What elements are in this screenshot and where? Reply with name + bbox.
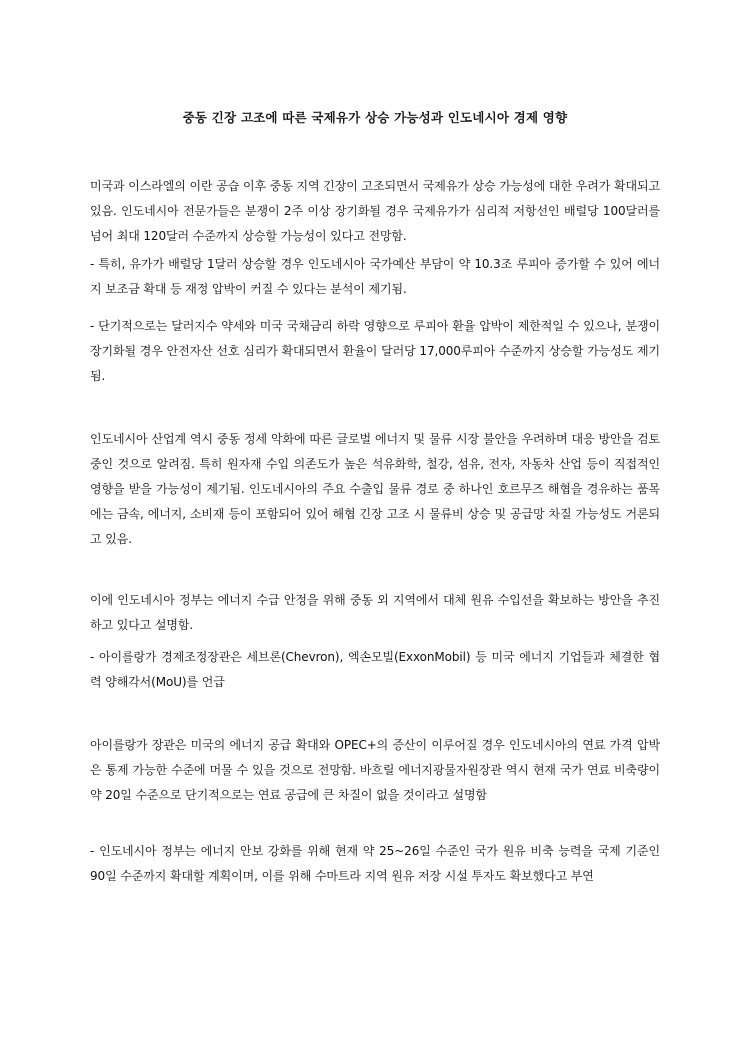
paragraph-mou-mention: - 아이를랑가 경제조정장관은 세브론(Chevron), 엑손모빌(ExxonMobil) 등 미국 에너지 기업들과 체결한 협력 양해각서(MoU)를 언급 [90,650,660,689]
paragraph-industry-concerns: 인도네시아 산업계 역시 중동 정세 악화에 따른 글로벌 에너지 및 물류 시장 불안을 우려하며 대응 방안을 검토 중인 것으로 알려짐. 특히 원자재 수입 의존도가 높은 석유화학, 철강, 섬유, 전자, 자동차 산업 등이 직접적인 영향을 받을 가능성이 제기됨. 인도네시아의 주요 수출입 물류 경로 중 하나인 호르무즈 해협을 경유하는 품목에는 금속, 에너지, 소비재 등이 포함되어 있어 해협 긴장 고조 시 물류비 상승 및 공급망 차질 가능성도 거론되고 있음. [90,432,660,546]
paragraph-budget-burden: - 특히, 유가가 배럴당 1달러 상승할 경우 인도네시아 국가예산 부담이 약 10.3조 루피아 증가할 수 있어 에너지 보조금 확대 등 재정 압박이 커질 수 있다는 분석이 제기됨. [90,257,660,296]
document-title: 중동 긴장 고조에 따른 국제유가 상승 가능성과 인도네시아 경제 영향 [182,110,568,125]
paragraph-exchange-rate: - 단기적으로는 달러지수 약세와 미국 국채금리 하락 영향으로 루피아 환율 압박이 제한적일 수 있으나, 분쟁이 장기화될 경우 안전자산 선호 심리가 확대되면서 환율이 달러당 17,000루피아 수준까지 상승할 가능성도 제기됨. [90,319,660,383]
paragraph-oil-price-outlook: 미국과 이스라엘의 이란 공습 이후 중동 지역 긴장이 고조되면서 국제유가 상승 가능성에 대한 우려가 확대되고 있음. 인도네시아 전문가들은 분쟁이 2주 이상 장기화될 경우 국제유가가 심리적 저항선인 배럴당 100달러를 넘어 최대 120달러 수준까지 상승할 가능성이 있다고 전망함. [90,179,660,243]
paragraph-reserve-expansion: - 인도네시아 정부는 에너지 안보 강화를 위해 현재 약 25~26일 수준인 국가 원유 비축 능력을 국제 기준인 90일 수준까지 확대할 계획이며, 이를 위해 수마트라 지역 원유 저장 시설 투자도 확보했다고 부연 [90,844,660,883]
paragraph-fuel-price-outlook: 아이를랑가 장관은 미국의 에너지 공급 확대와 OPEC+의 증산이 이루어질 경우 인도네시아의 연료 가격 압박은 통제 가능한 수준에 머물 수 있을 것으로 전망함. 바흐릴 에너지광물자원장관 역시 현재 국가 연료 비축량이 약 20일 수준으로 단기적으로는 연료 공급에 큰 차질이 없을 것이라고 설명함 [90,738,660,802]
paragraph-alternative-supply: 이에 인도네시아 정부는 에너지 수급 안정을 위해 중동 외 지역에서 대체 원유 수입선을 확보하는 방안을 추진하고 있다고 설명함. [90,593,660,632]
